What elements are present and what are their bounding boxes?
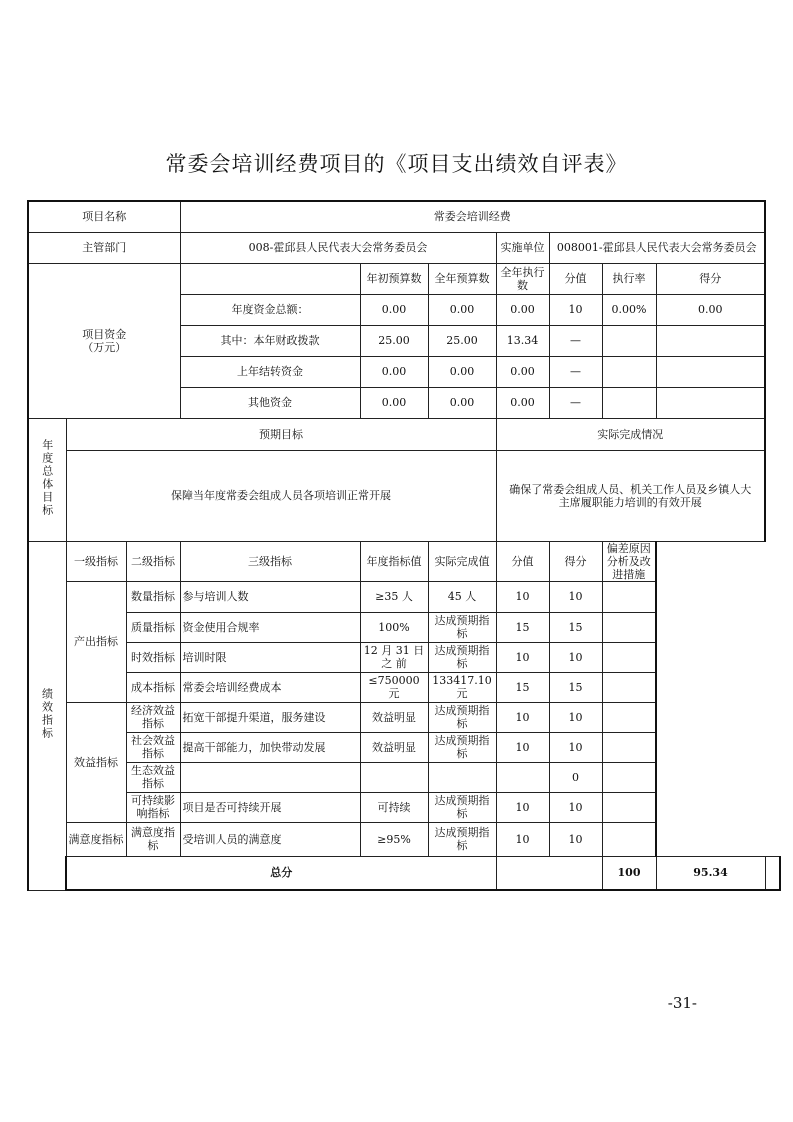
funds-row-name: 年度资金总额： [180,294,360,325]
goals-label: 年度总体目标 [40,439,54,517]
goals-expected-text: 保障当年度常委会组成人员各项培训正常开展 [66,450,496,541]
ind-score: 15 [549,672,602,702]
ind-score-val: 15 [496,612,549,642]
funds-cell: 10 [549,294,602,325]
ind-header: 偏差原因分析及改进措施 [602,541,656,581]
ind-l2: 质量指标 [126,612,180,642]
ind-score: 10 [549,581,602,612]
funds-cell: 0.00 [360,294,428,325]
ind-actual: 达成预期指标 [428,792,496,822]
ind-header: 年度指标值 [360,541,428,581]
funds-cell [602,387,656,418]
ind-score: 15 [549,612,602,642]
funds-header: 执行率 [602,263,656,294]
funds-cell [602,356,656,387]
ind-header: 得分 [549,541,602,581]
funds-cell [656,387,765,418]
ind-l3: 拓宽干部提升渠道，服务建设 [180,702,360,732]
impl-value: 008001-霍邱县人民代表大会常务委员会 [549,232,765,263]
funds-row-name: 其中：本年财政拨款 [180,325,360,356]
ind-note [602,762,656,792]
funds-cell: 0.00 [360,387,428,418]
ind-target [360,762,428,792]
ind-l2: 成本指标 [126,672,180,702]
ind-score-val: 10 [496,822,549,856]
funds-cell: 0.00 [656,294,765,325]
ind-target: 100% [360,612,428,642]
funds-cell: 0.00 [496,356,549,387]
funds-cell: 0.00% [602,294,656,325]
ind-header: 三级指标 [180,541,360,581]
ind-score-val [496,762,549,792]
ind-l2: 可持续影响指标 [126,792,180,822]
funds-cell: 0.00 [496,294,549,325]
ind-actual: 达成预期指标 [428,822,496,856]
goals-actual-text: 确保了常委会组成人员、机关工作人员及乡镇人大主席履职能力培训的有效开展 [496,450,765,541]
ind-actual: 45 人 [428,581,496,612]
indicators-label: 绩效指标 [40,688,54,740]
ind-l2: 数量指标 [126,581,180,612]
ind-l2: 社会效益指标 [126,732,180,762]
ind-score-val: 10 [496,732,549,762]
ind-actual: 达成预期指标 [428,732,496,762]
ind-score: 10 [549,732,602,762]
goals-label-cell [28,418,66,541]
funds-cell: — [549,356,602,387]
ind-note [602,612,656,642]
funds-label [28,263,180,418]
ind-score-val: 10 [496,702,549,732]
ind-l3: 项目是否可持续开展 [180,792,360,822]
ind-header: 一级指标 [66,541,126,581]
ind-header: 分值 [496,541,549,581]
funds-cell [602,325,656,356]
ind-note [602,822,656,856]
ind-actual: 达成预期指标 [428,642,496,672]
ind-l3: 资金使用合规率 [180,612,360,642]
ind-l2: 满意度指标 [126,822,180,856]
ind-actual [428,762,496,792]
funds-cell [656,325,765,356]
funds-header: 全年执行数 [496,263,549,294]
funds-cell: 0.00 [428,356,496,387]
funds-cell: 0.00 [428,387,496,418]
funds-cell: — [549,387,602,418]
ind-l2: 生态效益指标 [126,762,180,792]
ind-l1: 效益指标 [66,702,126,822]
indicators-label-cell [28,541,66,890]
dept-value: 008-霍邱县人民代表大会常务委员会 [180,232,496,263]
ind-score: 10 [549,702,602,732]
ind-note [602,732,656,762]
ind-l3: 受培训人员的满意度 [180,822,360,856]
funds-header: 得分 [656,263,765,294]
page-title: 常委会培训经费项目的《项目支出绩效自评表》 [165,152,628,176]
ind-actual: 达成预期指标 [428,612,496,642]
ind-note [602,672,656,702]
ind-score: 0 [549,762,602,792]
total-score: 95.34 [656,856,765,890]
ind-target: 12 月 31 日之 前 [360,642,428,672]
ind-score-val: 10 [496,642,549,672]
funds-header: 年初预算数 [360,263,428,294]
ind-note [602,581,656,612]
ind-note [602,792,656,822]
ind-score-val: 10 [496,792,549,822]
ind-l3: 提高干部能力，加快带动发展 [180,732,360,762]
project-name-label: 项目名称 [28,201,180,232]
total-label: 总分 [66,856,496,890]
funds-cell: 0.00 [428,294,496,325]
funds-cell: 25.00 [428,325,496,356]
funds-cell: — [549,325,602,356]
ind-target: 可持续 [360,792,428,822]
ind-score: 10 [549,642,602,672]
ind-l3: 常委会培训经费成本 [180,672,360,702]
ind-score-val: 10 [496,581,549,612]
ind-score-val: 15 [496,672,549,702]
ind-l3: 参与培训人数 [180,581,360,612]
ind-target: 效益明显 [360,732,428,762]
funds-label-line2: （万元） [82,340,127,354]
project-name-value: 常委会培训经费 [180,201,765,232]
ind-l2: 经济效益指标 [126,702,180,732]
ind-note [602,702,656,732]
funds-cell: 0.00 [496,387,549,418]
ind-target: ≥95% [360,822,428,856]
ind-actual: 133417.10 元 [428,672,496,702]
funds-row-name: 上年结转资金 [180,356,360,387]
funds-row-name: 其他资金 [180,387,360,418]
total-note [765,856,780,890]
funds-header: 全年预算数 [428,263,496,294]
ind-score: 10 [549,792,602,822]
ind-score: 10 [549,822,602,856]
funds-header-blank [180,263,360,294]
page-number: -31- [667,994,697,1012]
ind-l1: 满意度指标 [66,822,126,856]
self-evaluation-table [27,200,781,891]
goals-actual-header: 实际完成情况 [496,418,765,450]
funds-cell [656,356,765,387]
funds-cell: 13.34 [496,325,549,356]
ind-header: 二级指标 [126,541,180,581]
ind-l1: 产出指标 [66,581,126,702]
funds-cell: 0.00 [360,356,428,387]
ind-note [602,642,656,672]
ind-target: 效益明显 [360,702,428,732]
total-blank [496,856,602,890]
ind-target: ≤750000 元 [360,672,428,702]
ind-l3 [180,762,360,792]
total-score-val: 100 [602,856,656,890]
ind-l3: 培训时限 [180,642,360,672]
ind-target: ≥35 人 [360,581,428,612]
impl-label: 实施单位 [496,232,549,263]
funds-label-line1: 项目资金 [82,327,127,341]
ind-header: 实际完成值 [428,541,496,581]
funds-cell: 25.00 [360,325,428,356]
dept-label: 主管部门 [28,232,180,263]
ind-actual: 达成预期指标 [428,702,496,732]
goals-expected-header: 预期目标 [66,418,496,450]
funds-header: 分值 [549,263,602,294]
ind-l2: 时效指标 [126,642,180,672]
